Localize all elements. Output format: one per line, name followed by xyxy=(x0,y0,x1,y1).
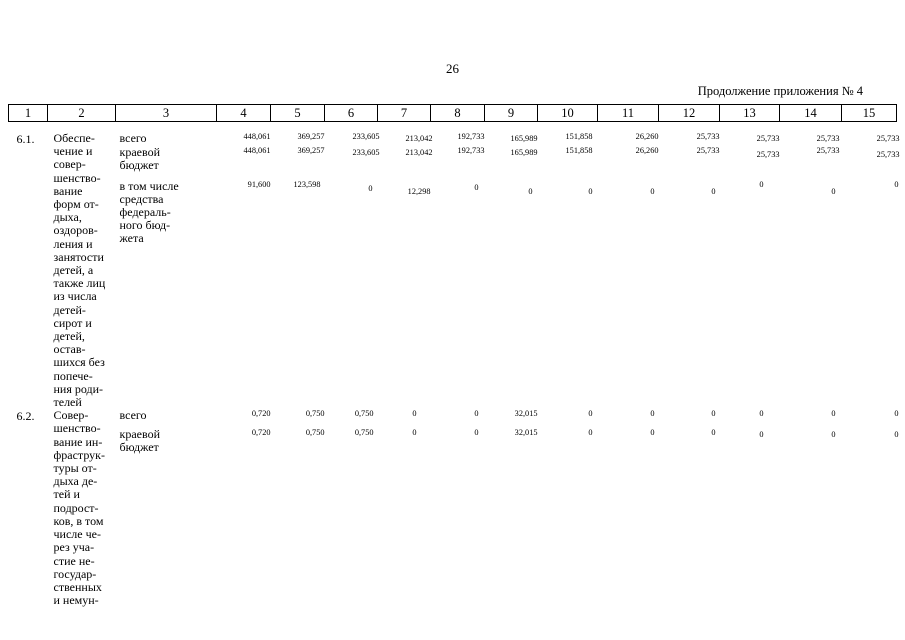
value-cell xyxy=(659,428,720,623)
value-cell xyxy=(485,180,538,410)
column-header: 8 xyxy=(431,105,485,122)
value-cell xyxy=(431,428,485,623)
value-cell xyxy=(720,409,780,428)
value-cell xyxy=(325,146,378,180)
value-cell xyxy=(538,428,598,623)
value: 32,015 xyxy=(514,428,538,438)
value: 151,858 xyxy=(565,145,593,155)
value: 25,733 xyxy=(696,132,720,141)
value: 12,298 xyxy=(407,186,431,196)
value-cell xyxy=(780,122,842,146)
value: 151,858 xyxy=(565,132,593,141)
value: 448,061 xyxy=(243,145,271,155)
value: 0 xyxy=(711,186,716,196)
value-cell xyxy=(538,122,598,146)
value: 0 xyxy=(894,179,899,189)
column-header: 11 xyxy=(598,105,659,122)
value-cell xyxy=(538,146,598,180)
value: 0 xyxy=(474,409,479,419)
value-cell xyxy=(325,180,378,410)
value-cell xyxy=(217,146,271,180)
value: 213,042 xyxy=(405,134,433,143)
value-cell xyxy=(217,180,271,410)
value: 0 xyxy=(650,428,655,438)
value: 0,750 xyxy=(305,409,325,419)
value-cell xyxy=(842,122,900,146)
value: 0,720 xyxy=(251,409,271,419)
value: 0 xyxy=(588,428,593,438)
value-cell xyxy=(659,409,720,428)
value: 25,733 xyxy=(696,145,720,155)
value: 192,733 xyxy=(457,145,485,155)
value-cell xyxy=(217,409,271,428)
table-row xyxy=(9,180,897,410)
source-label: краевой бюджет xyxy=(119,427,160,455)
value-cell xyxy=(325,122,378,146)
value: 233,605 xyxy=(352,132,380,141)
row-code: 6.2. xyxy=(16,409,35,424)
column-header: 14 xyxy=(780,105,842,122)
budget-table xyxy=(8,104,900,623)
column-header: 4 xyxy=(217,105,271,122)
value-cell xyxy=(271,409,325,428)
value: 25,733 xyxy=(876,149,900,159)
source-label: краевой бюджет xyxy=(119,144,160,172)
value-cell xyxy=(485,122,538,146)
value-cell xyxy=(598,428,659,623)
continuation-label: Продолжение приложения № 4 xyxy=(697,84,863,98)
value: 0 xyxy=(368,183,373,193)
value: 123,598 xyxy=(293,179,321,189)
value-cell xyxy=(325,409,378,428)
page-number: 26 xyxy=(446,61,459,76)
value: 0 xyxy=(650,186,655,196)
value-cell xyxy=(217,122,271,146)
value-cell xyxy=(780,428,842,623)
value-cell xyxy=(217,428,271,623)
table-row xyxy=(9,428,897,623)
value: 26,260 xyxy=(635,145,659,155)
row-code: 6.1. xyxy=(16,132,35,146)
value-cell xyxy=(842,180,897,410)
column-header: 2 xyxy=(48,105,116,122)
value-cell xyxy=(780,146,842,180)
value-cell xyxy=(271,146,325,180)
value-cell xyxy=(485,146,538,180)
value: 25,733 xyxy=(816,145,840,155)
value-cell xyxy=(485,428,538,623)
value: 0 xyxy=(831,430,836,440)
value-cell xyxy=(720,428,780,623)
value: 0 xyxy=(474,182,479,192)
value-cell xyxy=(378,428,431,623)
value: 0,720 xyxy=(251,428,271,438)
value: 25,733 xyxy=(816,134,840,143)
value-cell xyxy=(378,122,431,146)
column-header: 15 xyxy=(842,105,897,122)
value: 0 xyxy=(759,430,764,440)
column-header: 13 xyxy=(720,105,780,122)
value-cell xyxy=(271,180,325,410)
source-label: в том числе средства федераль- ного бюд- жета xyxy=(119,178,179,245)
value: 0 xyxy=(474,428,479,438)
value-cell xyxy=(659,146,720,180)
column-header: 5 xyxy=(271,105,325,122)
value: 0 xyxy=(711,409,716,419)
value: 0,750 xyxy=(305,428,325,438)
value-cell xyxy=(842,409,897,428)
value: 0 xyxy=(831,186,836,196)
value: 0 xyxy=(528,186,533,196)
value: 91,600 xyxy=(247,179,271,189)
value-cell xyxy=(720,180,780,410)
value-cell xyxy=(271,428,325,623)
value-cell xyxy=(538,180,598,410)
value-cell xyxy=(720,146,780,180)
value: 0,750 xyxy=(354,409,374,419)
value: 0 xyxy=(412,428,417,438)
value: 165,989 xyxy=(510,134,538,143)
value-cell xyxy=(720,122,780,146)
value: 25,733 xyxy=(876,134,900,143)
source-label: всего xyxy=(119,408,147,423)
value-cell xyxy=(325,428,378,623)
table-header xyxy=(9,105,897,122)
value-cell xyxy=(431,180,485,410)
source-label: всего xyxy=(119,131,147,145)
column-header: 10 xyxy=(538,105,598,122)
value: 0 xyxy=(711,428,716,438)
value-cell xyxy=(842,146,900,180)
value: 26,260 xyxy=(635,132,659,141)
value-cell xyxy=(378,409,431,428)
value: 165,989 xyxy=(510,147,538,157)
value-cell xyxy=(485,409,538,428)
value: 369,257 xyxy=(297,145,325,155)
value-cell xyxy=(378,146,431,180)
value: 448,061 xyxy=(243,132,271,141)
value: 25,733 xyxy=(756,134,780,143)
value: 32,015 xyxy=(514,409,538,419)
value: 0 xyxy=(831,409,836,419)
value-cell xyxy=(659,180,720,410)
row-name: Обеспе- чение и совер- шенство- вание форм от- дыха, оздоров- ления и занятости детей, а также лиц из числа детей- сирот и детей, остав- шихся без попече- ния роди- телей xyxy=(53,131,106,410)
value-cell xyxy=(431,409,485,428)
value: 0 xyxy=(412,409,417,419)
value-cell xyxy=(378,180,431,410)
column-header: 6 xyxy=(325,105,378,122)
value-cell xyxy=(659,122,720,146)
value-cell xyxy=(598,409,659,428)
value: 369,257 xyxy=(297,132,325,141)
value-cell xyxy=(598,122,659,146)
column-header: 7 xyxy=(378,105,431,122)
value: 0 xyxy=(588,409,593,419)
value: 213,042 xyxy=(405,147,433,157)
column-header: 1 xyxy=(9,105,48,122)
column-header: 3 xyxy=(116,105,217,122)
value-cell xyxy=(538,409,598,428)
value-cell xyxy=(431,122,485,146)
value-cell xyxy=(598,146,659,180)
table-row xyxy=(9,409,897,428)
value-cell xyxy=(780,409,842,428)
value: 0 xyxy=(650,409,655,419)
value-cell xyxy=(598,180,659,410)
row-name: Совер- шенство- вание ин- фраструк- туры от- дыха де- тей и подрост- ков, в том числе че- рез уча- стие не- государ- ственных и немун- xyxy=(53,408,105,608)
column-header: 9 xyxy=(485,105,538,122)
value-cell xyxy=(842,428,897,623)
table-row xyxy=(9,122,897,146)
value: 0 xyxy=(894,430,899,440)
value: 0,750 xyxy=(354,428,374,438)
value-cell xyxy=(431,146,485,180)
value: 233,605 xyxy=(352,147,380,157)
value-cell xyxy=(271,122,325,146)
value-cell xyxy=(780,180,842,410)
value: 25,733 xyxy=(756,149,780,159)
value: 0 xyxy=(759,179,764,189)
column-header: 12 xyxy=(659,105,720,122)
value: 0 xyxy=(894,409,899,419)
value: 0 xyxy=(759,409,764,419)
table-row xyxy=(9,146,897,180)
value: 0 xyxy=(588,186,593,196)
value: 192,733 xyxy=(457,132,485,141)
